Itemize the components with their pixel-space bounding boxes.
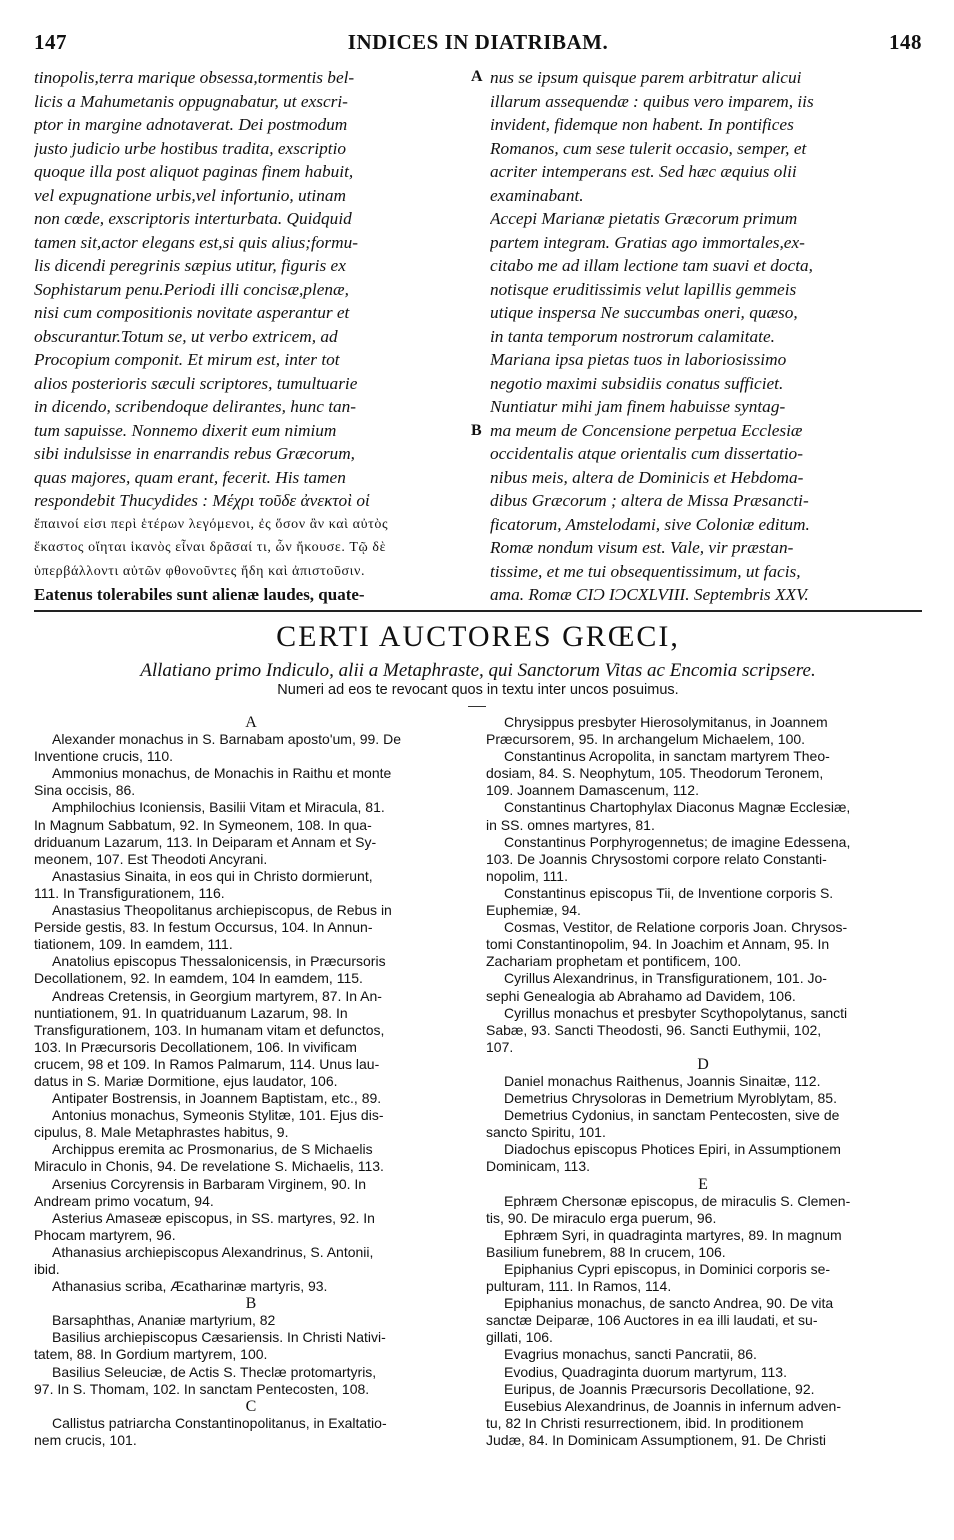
index-entry-line: 103. In Præcursoris Decollationem, 106. In vivificam (34, 1038, 357, 1055)
index-entry-line: Andreas Cretensis, in Georgium martyrem, 87. In An- (52, 987, 382, 1004)
index-entry-line: Zachariam prophetam et pontificem, 100. (486, 953, 742, 970)
index-entry-line: pulturam, 111. In Ramos, 114. (486, 1278, 672, 1295)
index-entry-line: Epiphanius monachus, de sancto Andrea, 90. De vita (504, 1295, 834, 1312)
index-entry-line: Arsenius Corcyrensis in Barbaram Virginem, 90. In (52, 1175, 367, 1192)
index-entry-line: Miraculo in Chonis, 94. De revelatione S. Michaelis, 113. (34, 1158, 384, 1175)
text-line: illarum assequendæ : quibus vero imparem, iis (490, 91, 814, 111)
section-note: Numeri ad eos te revocant quos in textu inter uncos posuimus. (277, 682, 679, 698)
index-entry-line: driduanum Lazarum, 113. In Deiparam et Annam et Sy- (34, 833, 377, 850)
index-entry-line: Ammonius monachus, de Monachis in Raithu et monte (52, 765, 392, 782)
index-entry-line: Antonius monachus, Symeonis Stylitæ, 101. Ejus dis- (52, 1107, 384, 1124)
index-entry-line: Præcursorem, 95. In archangelum Michaelem, 100. (486, 731, 806, 748)
index-entry-line: crucem, 98 et 109. In Ramos Palmarum, 114. Unus lau- (34, 1055, 380, 1072)
index-entry-line: Constantinus Porphyrogennetus; de imagine Edessena, (504, 833, 851, 850)
index-entry-line: tu, 82 In Christi resurrectionem, ibid. In proditionem (486, 1414, 804, 1431)
page-number-right: 148 (889, 30, 922, 54)
text-line: nus se ipsum quisque parem arbitratur alicui (490, 68, 802, 87)
text-line: tissime, et me tui obsequentissimum, ut facis, (490, 561, 801, 581)
running-title: INDICES IN DIATRIBAM. (347, 30, 609, 54)
index-entry-line: Ephræm Syri, in quadraginta martyres, 89. In magnum (504, 1226, 842, 1243)
text-line: utique inspersa Ne succumbas oneri, quæso, (490, 303, 798, 322)
index-entry-line: Antipater Bostrensis, in Joannem Baptistam, etc., 89. (52, 1090, 382, 1107)
text-line: dibus Græcorum ; altera de Missa Præsancti- (490, 491, 809, 510)
text-line: Romæ nondum visum est. Vale, vir præstan- (490, 538, 794, 557)
index-entry-line: nopolim, 111. (486, 867, 568, 884)
index-letter-heading: C (245, 1397, 257, 1415)
text-line: negotio maximi subsidiis conatus sufficiet. (490, 373, 784, 393)
index-entry-line: Athanasius archiepiscopus Alexandrinus, S. Antonii, (52, 1243, 374, 1260)
index-entry-line: 97. In S. Thomam, 102. In sanctam Pentecosten, 108. (34, 1380, 370, 1397)
index-entry-line: Anastasius Theopolitanus archiepiscopus, de Rebus in (52, 902, 392, 919)
text-line: ἔπαινοί εἰσι περὶ ἑτέρων λεγόμενοι, ἐς ὅσον ἂν καὶ αὐτὸς (34, 516, 389, 532)
index-entry-line: Cyrillus monachus et presbyter Scythopolytanus, sancti (504, 1004, 848, 1021)
text-line: quoque illa post aliquot paginas finem habuit, (34, 162, 354, 181)
index-entry-line: Daniel monachus Raithenus, Joannis Sinaitæ, 112. (504, 1072, 821, 1089)
text-line: examinabant. (490, 185, 584, 205)
text-line: occidentalis atque orientalis cum dissertatio- (490, 444, 803, 463)
index-entry-line: Cyrillus Alexandrinus, in Transfigurationem, 101. Jo- (504, 970, 827, 987)
index-entry-line: meonem, 107. Est Theodoti Ancyrani. (34, 850, 268, 867)
running-head (34, 30, 922, 56)
text-line: tinopolis,terra marique obsessa,tormentis bel- (34, 68, 355, 87)
text-line: ma meum de Concensione perpetua Ecclesiæ (490, 420, 803, 440)
index-entry-line: Alexander monachus in S. Barnabam aposto'um, 99. De (52, 731, 401, 748)
index-entry-line: tomi Constantinopolim, 94. In Joachim et Annam, 95. In (486, 936, 830, 953)
index-entry-line: Anatolius episcopus Thessalonicensis, in Præcursoris (52, 953, 386, 970)
margin-marker-a: A (471, 68, 483, 85)
text-line: Accepi Marianæ pietatis Græcorum primum (490, 209, 798, 228)
index-entry-line: tatem, 88. In Gordium martyrem, 100. (34, 1346, 268, 1363)
index-entry-line: gillati, 106. (486, 1329, 553, 1346)
letter-column-left (34, 66, 464, 607)
text-line: in dicendo, scribendoque delirantes, hunc tan- (34, 397, 357, 416)
section-title: CERTI AUCTORES GRŒCI, (276, 620, 680, 653)
index-entry-line: Euphemiæ, 94. (486, 902, 581, 919)
index-entry-line: Constantinus Acropolita, in sanctam martyrem Theo- (504, 748, 830, 765)
index-entry-line: Inventione crucis, 110. (34, 748, 174, 765)
author-index (34, 714, 922, 1534)
index-entry-line: Cosmas, Vestitor, de Relatione corporis Joan. Chrysos- (504, 919, 848, 936)
page (34, 0, 922, 1540)
index-entry-line: Callistus patriarcha Constantinopolitanus, in Exaltatio- (52, 1414, 387, 1431)
index-letter-heading: B (245, 1295, 257, 1313)
text-line: quas majores, quam erant, fecerit. His tamen (34, 467, 346, 487)
index-column-right (486, 714, 920, 1449)
index-entry-line: Dominicam, 113. (486, 1158, 591, 1175)
index-entry-line: tiationem, 109. In eamdem, 111. (34, 936, 233, 953)
text-line: ἕκαστος οἴηται ἱκανὸς εἶναι δρᾶσαί τι, ὧν ἤκουσε. Τῷ δὲ (34, 540, 387, 555)
index-entry-line: Basilius archiepiscopus Cæsariensis. In Christi Nativi- (52, 1329, 386, 1346)
text-line: in tanta temporum nostrorum calamitate. (490, 326, 775, 346)
page-number-left: 147 (34, 30, 67, 54)
index-entry-line: Euripus, de Joannis Præcursoris Decollatione, 92. (504, 1380, 815, 1397)
index-entry-line: In Magnum Sabbatum, 92. In Symeonem, 108. In qua- (34, 816, 372, 833)
index-entry-line: 107. (486, 1038, 514, 1055)
index-entry-line: 103. De Joannis Chrysostomi corpore relato Constanti- (486, 850, 827, 867)
index-letter-heading: A (245, 714, 257, 731)
text-line: notisque eruditissimis velut lapillis gemmeis (490, 279, 797, 299)
index-entry-line: nem crucis, 101. (34, 1431, 137, 1448)
index-entry-line: cipulus, 8. Male Metaphrastes habitus, 9. (34, 1124, 289, 1141)
text-line: respondebit Thucydides : Μέχρι τοῦδε ἀνεκτοὶ οἱ (34, 491, 370, 510)
index-entry-line: Eusebius Alexandrinus, de Joannis in infernum adven- (504, 1397, 841, 1414)
text-line: acriter intemperans est. Sed hæc æquius olii (490, 162, 797, 181)
index-entry-line: Athanasius scriba, Æcatharinæ martyris, 93. (52, 1278, 328, 1295)
index-letter-heading: E (698, 1175, 708, 1193)
index-entry-line: Diadochus episcopus Photices Epiri, in Assumptionem (504, 1141, 841, 1158)
text-line: obscurantur.Totum se, ut verbo extricem, ad (34, 326, 338, 346)
index-entry-line: Decollationem, 92. In eamdem, 104 In eamdem, 115. (34, 970, 363, 987)
index-entry-line: Archippus eremita ac Prosmonarius, de S Michaelis (52, 1141, 373, 1158)
index-entry-line: sancto Spiritu, 101. (486, 1124, 606, 1141)
letter-text (34, 66, 922, 604)
index-entry-line: sephi Genealogia ab Abrahamo ad Davidem, 106. (486, 987, 796, 1004)
index-entry-line: Sina occisis, 86. (34, 782, 136, 799)
index-letter-heading: D (697, 1055, 709, 1073)
index-entry-line: 109. Joannem Damascenum, 112. (486, 782, 699, 799)
letter-column-right (490, 66, 920, 607)
section-subtitle: Allatiano primo Indiculo, alii a Metaphraste, qui Sanctorum Vitas ac Encomia scripsere. (140, 660, 816, 681)
text-line: Procopium componit. Et mirum est, inter tot (34, 350, 340, 369)
text-line: justo judicio urbe hostibus tradita, exscriptio (34, 138, 347, 158)
text-line: tum sapuisse. Nonnemo dixerit eum nimium (34, 420, 337, 440)
text-line: nisi cum compositionis novitate asperantur et (34, 303, 350, 322)
text-line: ficatorum, Amstelodami, sive Coloniæ editum. (490, 514, 810, 534)
index-entry-line: Transfigurationem, 103. In humanam vitam et defunctos, (34, 1021, 385, 1038)
index-entry-line: Andream primo vocatum, 94. (34, 1192, 214, 1209)
text-line: Sophistarum penu.Periodi illi concisæ,plenæ, (34, 279, 349, 299)
index-entry-line: Amphilochius Iconiensis, Basilii Vitam et Miracula, 81. (52, 799, 385, 816)
index-entry-line: Basilium funebrem, 88 In crucem, 106. (486, 1243, 726, 1260)
margin-marker-b: B (471, 422, 482, 439)
index-entry-line: Anastasius Sinaita, in eos qui in Christo dormierunt, (52, 867, 373, 884)
index-entry-line: Evagrius monachus, sancti Pancratii, 86. (504, 1346, 757, 1363)
text-line: ὑπερβάλλοντι αὐτῶν φθονοῦντες ἤδη καὶ ἀπιστοῦσιν. (34, 563, 366, 579)
index-entry-line: Constantinus Chartophylax Diaconus Magnæ Ecclesiæ, (504, 799, 851, 816)
index-entry-line: Epiphanius Cypri episcopus, in Dominici corporis se- (504, 1261, 831, 1277)
index-entry-line: tis, 90. De miraculo erga puerum, 96. (486, 1209, 717, 1226)
text-line: Nuntiatur mihi jam finem habuisse syntag- (490, 397, 786, 416)
text-line: lis dicendi peregrinis sæpius utitur, figuris ex (34, 256, 346, 275)
index-column-left (34, 714, 468, 1449)
text-line: sibi indulsisse in enarrandis rebus Græcorum, (34, 444, 356, 463)
index-entry-line: Demetrius Chrysoloras in Demetrium Myroblytam, 85. (504, 1090, 837, 1107)
text-line: ama. Romæ CIƆ IƆCXLVIII. Septembris XXV. (490, 585, 809, 604)
index-entry-line: 111. In Transfigurationem, 116. (34, 884, 225, 901)
index-entry-line: dosiam, 84. S. Neophytum, 105. Theodorum Teronem, (486, 765, 824, 782)
index-entry-line: nuntiationem, 91. In quatriduanum Lazarum, 98. In (34, 1004, 348, 1021)
index-entry-line: Chrysippus presbyter Hierosolymitanus, in Joannem (504, 714, 828, 730)
index-entry-line: Ephræm Chersonæ episcopus, de miraculis S. Clemen- (504, 1192, 851, 1209)
text-line: vel expugnatione urbis,vel infortunio, utinam (34, 185, 346, 205)
index-entry-line: datus in S. Mariæ Dormitione, ejus laudator, 106. (34, 1072, 338, 1089)
index-entry-line: Judæ, 84. In Dominicam Assumptionem, 91. De Christi (486, 1431, 827, 1448)
index-entry-line: Basilius Seleuciæ, de Actis S. Theclæ protomartyris, (52, 1363, 377, 1380)
text-line: non cœde, exscriptoris interturbata. Quidquid (34, 209, 352, 228)
text-line: licis a Mahumetanis oppugnabatur, ut exscri- (34, 91, 348, 111)
index-entry-line: sanctæ Deiparæ, 106 Auctores in ea illi laudati, et su- (486, 1312, 818, 1329)
text-line: invident, fidemque non habent. In pontifices (490, 115, 794, 134)
text-line: Eatenus tolerabiles sunt alienæ laudes, quate- (34, 585, 365, 604)
text-line: ptor in margine adnotaverat. Dei postmodum (34, 115, 348, 134)
index-entry-line: Asterius Amaseæ episcopus, in SS. martyres, 92. In (52, 1209, 375, 1226)
index-entry-line: in SS. omnes martyres, 81. (486, 816, 655, 833)
index-entry-line: Phocam martyrem, 96. (34, 1226, 176, 1243)
index-entry-line: Perside gestis, 83. In festum Occursus, 104. In Annun- (34, 919, 373, 936)
index-entry-line: Evodius, Quadraginta duorum martyrum, 113. (504, 1363, 787, 1380)
section-divider (34, 610, 922, 612)
text-line: tamen sit,actor elegans est,si quis alius;formu- (34, 232, 359, 252)
text-line: Mariana ipsa pietas tuos in laboriosissimo (490, 350, 787, 369)
text-line: partem integram. Gratias ago immortales,ex- (490, 232, 805, 252)
short-divider (468, 706, 486, 707)
text-line: Romanos, cum sese tulerit occasio, semper, et (490, 138, 807, 158)
index-entry-line: Barsaphthas, Ananiæ martyrium, 82 (52, 1312, 276, 1329)
text-line: citabo me ad illam lectione tam suavi et docta, (490, 256, 813, 275)
index-entry-line: Constantinus episcopus Tii, de Inventione corporis S. (504, 884, 834, 901)
index-entry-line: Demetrius Cydonius, in sanctam Pentecosten, sive de (504, 1107, 840, 1124)
text-line: alios posterioris sæculi scriptores, tumultuarie (34, 373, 358, 393)
index-entry-line: ibid. (34, 1261, 60, 1277)
text-line: nibus meis, altera de Dominicis et Hebdoma- (490, 467, 804, 487)
index-entry-line: Sabæ, 93. Sancti Theodosti, 96. Sancti Euthymii, 102, (486, 1021, 822, 1038)
